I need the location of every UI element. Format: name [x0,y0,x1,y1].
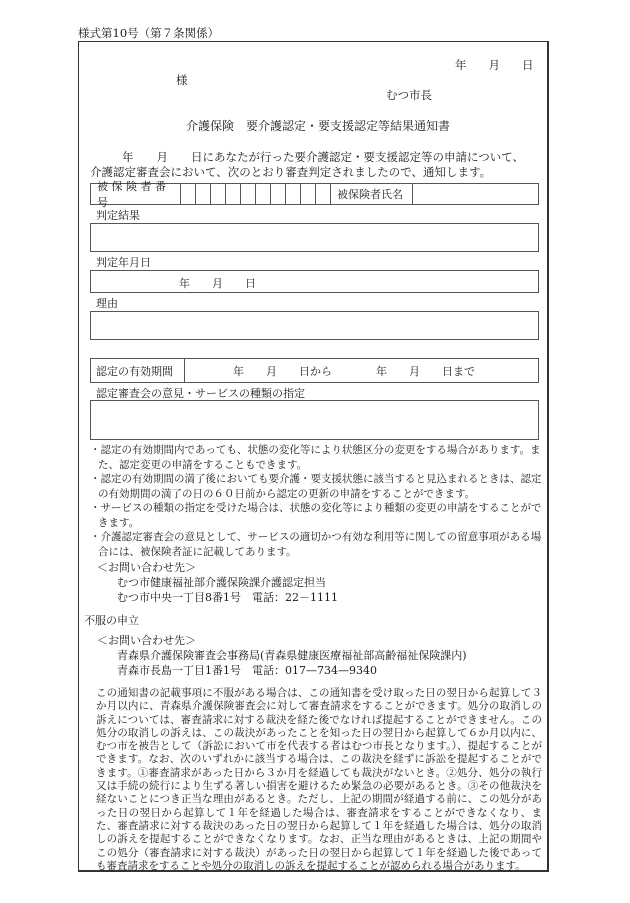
issue-date-day: 日 [522,58,534,72]
intro-line-1: 年 月 日にあなたが行った要介護認定・要支援認定等の申請について、 [122,150,525,164]
insured-number-digit[interactable] [226,184,241,204]
note-item: ・介護認定審査会の意見として、サービスの適切かつ有効な利用等に関しての留意事項がある場合には、被保険者証に記載してあります。 [90,531,542,558]
insured-id-table [90,180,539,209]
insured-number-digit[interactable] [316,184,331,204]
city-contact-heading: ＜お問い合わせ先＞ [97,561,196,574]
objection-heading: 不服の申立 [84,614,139,627]
decision-date-field[interactable] [90,270,539,293]
document-title: 介護保険 要介護認定・要支援認定等結果通知書 [186,119,451,133]
insured-name-field[interactable] [413,184,538,204]
validity-period-value[interactable]: 年 月 日から 年 月 日まで [233,364,475,378]
note-item: ・認定の有効期間内であっても、状態の変化等により状態区分の変更をする場合があります。また、認定変更の申請をすることもできます。 [90,444,541,471]
insured-number-digit[interactable] [271,184,286,204]
insured-number-digit[interactable] [301,184,316,204]
issuer: むつ市長 [386,88,432,102]
intro-line-2: 介護認定審査会において、次のとおり審査判定されましたので、通知します。 [90,165,492,179]
note-item: ・認定の有効期間の満了後においても要介護・要支援状態に該当すると見込まれるときは、認定の有効期間の満了の日の６０日前から認定の更新の申請をすることができます。 [90,473,542,500]
insured-number-digit[interactable] [256,184,271,204]
prefecture-contact [97,633,467,678]
insured-number-digit[interactable] [286,184,301,204]
insured-number-digit[interactable] [211,184,226,204]
validity-period-label: 認定の有効期間 [91,359,185,382]
addressee-suffix: 様 [176,73,188,87]
result-label: 判定結果 [96,209,140,222]
intro-text [90,150,524,180]
notes-list [88,443,544,559]
city-contact-address: むつ市中央一丁目8番1号 電話：22－1111 [117,591,338,604]
insured-number-label: 被 保 険 者 番 号 [91,184,181,204]
insured-number-digit[interactable] [181,184,196,204]
reason-field[interactable] [90,311,539,340]
note-item: ・サービスの種類の指定を受けた場合は、状態の変化等により種類の変更の申請をすることができます。 [90,502,542,529]
insured-name-label: 被保険者氏名 [331,184,413,204]
prefecture-contact-heading: ＜お問い合わせ先＞ [97,634,196,647]
decision-date-value: 年 月 日 [179,277,256,290]
city-contact-department: むつ市健康福祉部介護保険課介護認定担当 [117,576,326,589]
form-number: 様式第10号（第７条関係） [78,26,220,40]
validity-period-row [90,358,539,383]
opinion-field[interactable] [90,400,539,440]
prefecture-contact-address: 青森市長島一丁目1番1号 電話：017—734—9340 [117,664,377,677]
decision-date-label: 判定年月日 [96,256,151,269]
issue-date-year: 年 [455,58,467,72]
issue-date [455,57,534,73]
insured-number-digit[interactable] [241,184,256,204]
issue-date-month: 月 [488,58,500,72]
city-contact [97,560,338,605]
insured-number-digit[interactable] [196,184,211,204]
reason-label: 理由 [96,297,118,310]
result-field[interactable] [90,223,539,252]
legal-notice: この通知書の記載事項に不服がある場合は、この通知書を受け取った日の翌日から起算して３か月以内に、青森県介護保険審査会に対して審査請求をすることができます。処分の取消しの訴えについては、審査請求に対する裁決を経た後でなければ提起することができません。この処分の取消しの訴えは、この裁決があったことを知った日の翌日から起算して６か月以内に、むつ市を被告として（訴訟において市を代表する者はむつ市長となります。）、提起することができます。なお、次のいずれかに該当する場合は、この裁決を経ずに訴訟を提起することができます。①審査請求があった日から３か月を経過しても裁決がないとき。②処分、処分の執行又は手続の続行により生ずる著しい損害を避けるため緊急の必要があるとき。③その他裁決を経ないことにつき正当な理由があるとき。ただし、上記の期間が経過する前に、この処分があった日の翌日から起算して１年を経過した場合は、審査請求をすることができなくなり、また、審査請求に対する裁決のあった日の翌日から起算して１年を経過した場合は、処分の取消しの訴えを提起することができなくなります。なお、正当な理由があるときは、上記の期間やこの処分（審査請求に対する裁決）があった日の翌日から起算して１年を経過した後であっても審査請求をすることや処分の取消しの訴えを提起することが認められる場合があります。 [96,687,542,872]
prefecture-contact-office: 青森県介護保険審査会事務局(青森県健康医療福祉部高齢福祉保険課内) [117,649,467,662]
opinion-label: 認定審査会の意見・サービスの種類の指定 [96,387,305,400]
